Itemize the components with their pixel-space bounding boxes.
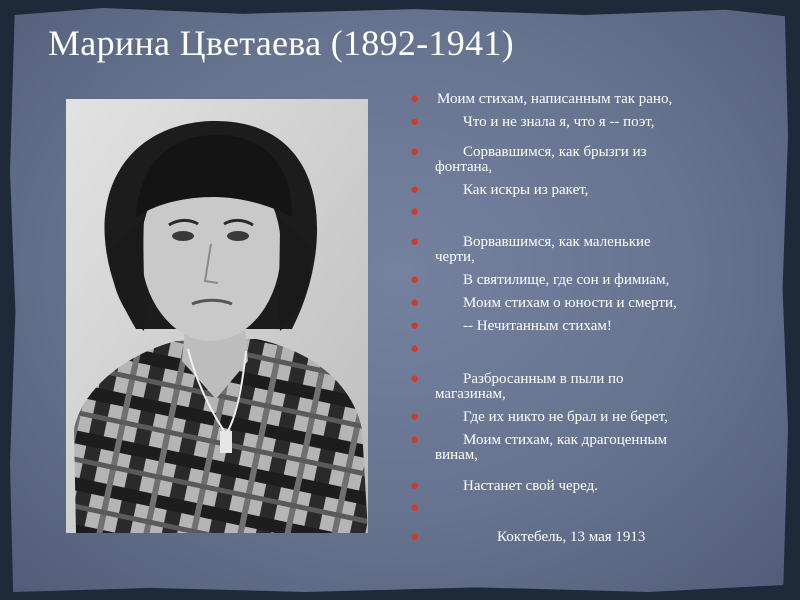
bullet-icon: ● bbox=[410, 204, 420, 220]
bullet-icon: ● bbox=[410, 114, 420, 130]
bullet-icon: ● bbox=[410, 500, 420, 516]
bullet-icon: ● bbox=[410, 371, 420, 387]
poem-line bbox=[410, 115, 654, 130]
poem-line-text: В святилище, где сон и фимиам, bbox=[463, 272, 670, 288]
poem-line bbox=[410, 530, 645, 545]
poem-line bbox=[410, 145, 647, 175]
bullet-icon: ● bbox=[410, 432, 420, 448]
poem-line-text: Как искры из ракет, bbox=[463, 182, 589, 198]
bullet-icon: ● bbox=[410, 478, 420, 494]
poem-line bbox=[410, 273, 669, 288]
bullet-icon: ● bbox=[410, 341, 420, 357]
poem-line bbox=[410, 296, 677, 311]
bullet-icon: ● bbox=[410, 91, 420, 107]
poem-line-continuation: магазинам, bbox=[435, 386, 506, 402]
poem-line-continuation: черти, bbox=[435, 249, 475, 265]
poem-line-text: Где их никто не брал и не берет, bbox=[463, 409, 668, 425]
poem-line-text: Сорвавшимся, как брызги из bbox=[463, 144, 647, 160]
poem-line-text: Моим стихам, написанным так рано, bbox=[437, 91, 673, 107]
poem-line-continuation: фонтана, bbox=[435, 159, 493, 175]
poem-line-text: Моим стихам, как драгоценным bbox=[463, 432, 668, 448]
bullet-icon: ● bbox=[410, 234, 420, 250]
slide-title: Марина Цветаева (1892-1941) bbox=[48, 23, 514, 63]
poem-line bbox=[410, 433, 667, 463]
poem-line-text: -- Нечитанным стихам! bbox=[463, 318, 612, 334]
poem-line bbox=[410, 319, 612, 334]
poem-line-text: Разбросанным в пыли по bbox=[463, 371, 624, 387]
poem-line-continuation: винам, bbox=[435, 447, 479, 463]
bullet-icon: ● bbox=[410, 182, 420, 198]
bullet-icon: ● bbox=[410, 529, 420, 545]
poem-line bbox=[410, 372, 624, 402]
poem-line-text: Настанет свой черед. bbox=[463, 478, 598, 494]
bullet-icon: ● bbox=[410, 318, 420, 334]
poem-line bbox=[410, 183, 588, 198]
poem-line-text: Моим стихам о юности и смерти, bbox=[463, 295, 677, 311]
poem-line-text: Что и не знала я, что я -- поэт, bbox=[463, 114, 655, 130]
bullet-icon: ● bbox=[410, 144, 420, 160]
poem-line-text: Ворвавшимся, как маленькие bbox=[463, 234, 651, 250]
bullet-icon: ● bbox=[410, 409, 420, 425]
poem-line bbox=[410, 235, 651, 265]
poem-line bbox=[410, 479, 598, 494]
bullet-icon: ● bbox=[410, 295, 420, 311]
poem-line bbox=[410, 410, 668, 425]
poem-line-text: Коктебель, 13 мая 1913 bbox=[497, 529, 646, 545]
poem-line bbox=[410, 92, 672, 107]
portrait-photo bbox=[66, 99, 368, 533]
bullet-icon: ● bbox=[410, 272, 420, 288]
